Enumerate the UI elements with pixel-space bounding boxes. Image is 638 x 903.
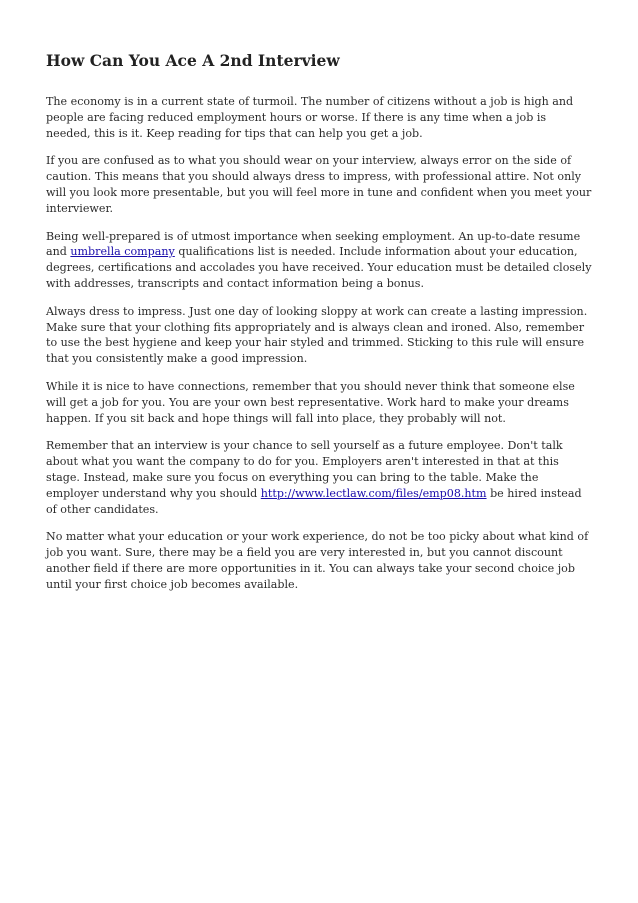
paragraph-sell-yourself [46, 438, 594, 517]
lectlaw-url-link[interactable]: http://www.lectlaw.com/files/emp08.htm [260, 486, 487, 500]
paragraph-text-segment: be hired instead of other candidates. [46, 486, 582, 516]
paragraph-preparation [46, 229, 594, 292]
paragraph-attire: If you are confused as to what you should wear on your interview, always error on the side of caution. This means that you should always dress to impress, with professional attire. Not only will you look more presentable, but you will feel more in tune and confident when you meet your interviewer. [46, 154, 592, 215]
paragraph-intro: The economy is in a current state of turmoil. The number of citizens without a job is high and people are facing reduced employment hours or worse. If there is any time when a job is needed, this is it. Keep reading for tips that can help you get a job. [46, 95, 574, 140]
paragraph-job-choice: No matter what your education or your work experience, do not be too picky about what kind of job you want. Sure, there may be a field you are very interested in, but you cannot discount another field if there are more opportunities in it. You can always take your second choice job until your first choice job becomes available. [46, 530, 589, 591]
paragraph-connections: While it is nice to have connections, remember that you should never think that someone else will get a job for you. You are your own best representative. Work hard to make your dreams happen. If you sit back and hope things will fall into place, they probably will not. [46, 379, 575, 425]
paragraph-text-segment: qualifications list is needed. Include information about your education, degrees, certifications and accolades you have received. Your education must be detailed closely with addresses, transcripts and contact information being a bonus. [46, 245, 592, 290]
umbrella-company-link[interactable]: umbrella company [70, 245, 175, 259]
document-title: How Can You Ace A 2nd Interview [46, 51, 340, 70]
document-page [46, 50, 594, 605]
paragraph-text-segment: Being well-prepared is of utmost importance when seeking employment. An up-to-date resume and [46, 229, 581, 259]
paragraph-text-segment: Remember that an interview is your chance to sell yourself as a future employee. Don't talk about what you want the company to do for you. Employers aren't interested in that at this stage. Instead, make sure you focus on everything you can bring to the table. Make the employer understand why you should [46, 439, 563, 500]
paragraph-dress: Always dress to impress. Just one day of looking sloppy at work can create a lasting impression. Make sure that your clothing fits appropriately and is always clean and ironed. Also, remember to use the best hygiene and keep your hair styled and trimmed. Sticking to this rule will ensure that you consistently make a good impression. [46, 304, 588, 366]
